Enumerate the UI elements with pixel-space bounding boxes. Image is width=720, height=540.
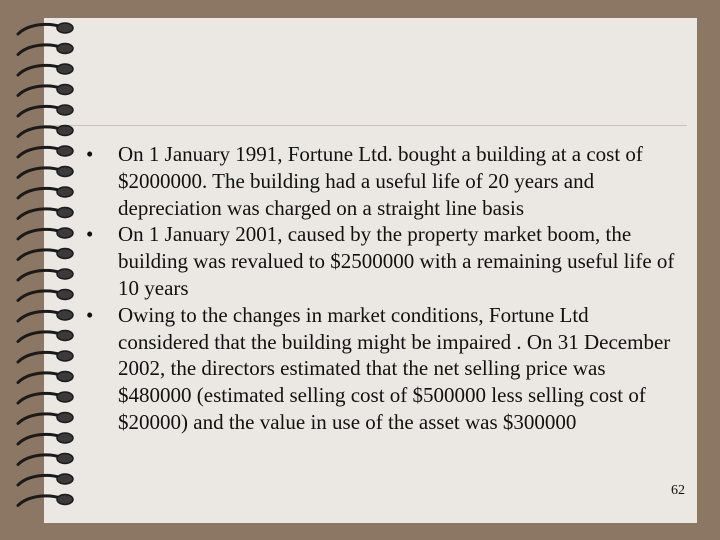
binding-ring-icon [18, 433, 73, 444]
divider-line [44, 125, 687, 126]
binding-ring-icon [18, 310, 73, 321]
binding-ring-icon [18, 44, 73, 55]
spiral-binding-icon [0, 0, 90, 540]
bullet-icon: • [86, 222, 94, 247]
binding-ring-icon [18, 208, 73, 219]
binding-ring-icon [18, 126, 73, 137]
binding-ring-icon [18, 105, 73, 116]
binding-ring-icon [18, 228, 73, 239]
bullet-icon: • [86, 302, 94, 327]
binding-ring-icon [18, 454, 73, 465]
binding-ring-icon [18, 167, 73, 178]
list-item-text: On 1 January 2001, caused by the property market boom, the building was revalued to $2500000 with a remaining useful life of 10 years [118, 222, 675, 300]
binding-ring-icon [18, 85, 73, 96]
binding-ring-icon [18, 146, 73, 157]
binding-ring-icon [18, 290, 73, 301]
list-item [86, 141, 684, 221]
list-item [86, 221, 684, 301]
binding-ring-icon [18, 269, 73, 280]
binding-ring-icon [18, 351, 73, 362]
binding-ring-icon [18, 495, 73, 506]
binding-ring-icon [18, 331, 73, 342]
bullet-icon: • [86, 142, 94, 166]
list-item [86, 302, 684, 436]
bullet-list [86, 141, 684, 436]
list-item-text: Owing to the changes in market conditions, Fortune Ltd considered that the building might be impaired . On 31 December 2002, the directors estimated that the net selling price was $480000 (estimated selling cost of $500000 less selling cost of $20000) and the value in use of the asset was $300000 [118, 302, 671, 434]
page-number: 62 [671, 483, 685, 498]
binding-ring-icon [18, 413, 73, 424]
binding-ring-icon [18, 64, 73, 75]
binding-ring-icon [18, 392, 73, 403]
binding-ring-icon [18, 372, 73, 383]
binding-ring-icon [18, 249, 73, 260]
binding-ring-icon [18, 474, 73, 485]
binding-ring-icon [18, 23, 73, 34]
list-item-text: On 1 January 1991, Fortune Ltd. bought a building at a cost of $2000000. The building had a useful life of 20 years and depreciation was charged on a straight line basis [118, 142, 643, 220]
binding-ring-icon [18, 187, 73, 198]
